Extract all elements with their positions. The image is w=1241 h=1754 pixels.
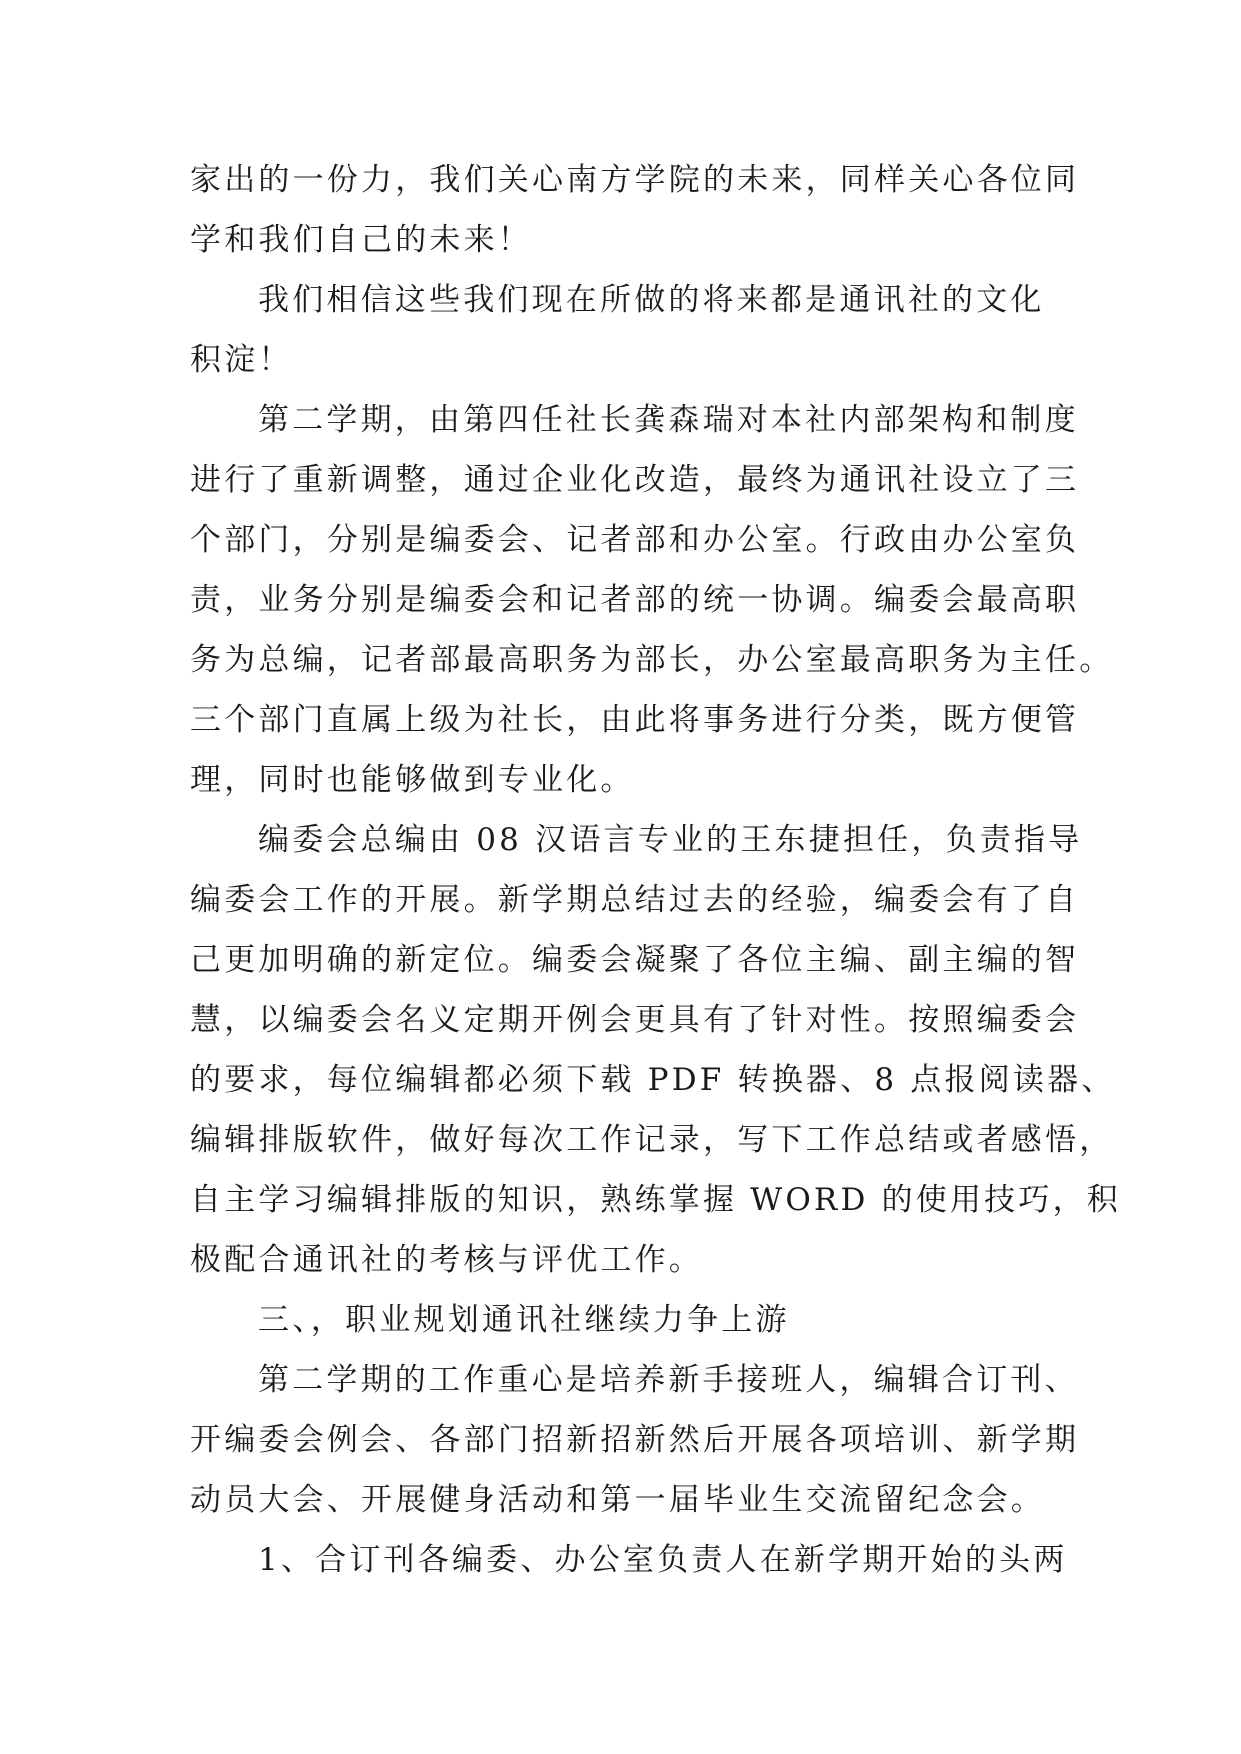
body-text-line: 开编委会例会、各部门招新招新然后开展各项培训、新学期 — [190, 1422, 1080, 1458]
body-text-line: 编辑排版软件，做好每次工作记录，写下工作总结或者感悟， — [190, 1122, 1114, 1158]
body-text-line: 进行了重新调整，通过企业化改造，最终为通讯社设立了三 — [190, 462, 1080, 498]
body-text-line: 三个部门直属上级为社长，由此将事务进行分类，既方便管 — [190, 702, 1080, 738]
paragraph-start-line: 编委会总编由 08 汉语言专业的王东捷担任，负责指导 — [258, 822, 1083, 858]
body-text-line: 个部门，分别是编委会、记者部和办公室。行政由办公室负 — [190, 522, 1080, 558]
numbered-item-line: 1、合订刊各编委、办公室负责人在新学期开始的头两 — [258, 1542, 1068, 1578]
paragraph-start-line: 我们相信这些我们现在所做的将来都是通讯社的文化 — [258, 282, 1045, 318]
body-text-line: 积淀！ — [190, 342, 293, 378]
body-text-line: 的要求，每位编辑都必须下载 PDF 转换器、8 点报阅读器、 — [190, 1062, 1116, 1098]
body-text-line: 编委会工作的开展。新学期总结过去的经验，编委会有了自 — [190, 882, 1080, 918]
body-text-line: 务为总编，记者部最高职务为部长，办公室最高职务为主任。 — [190, 642, 1114, 678]
body-text-line: 自主学习编辑排版的知识，熟练掌握 WORD 的使用技巧，积 — [190, 1182, 1121, 1218]
body-text-line: 理，同时也能够做到专业化。 — [190, 762, 635, 798]
body-text-line: 极配合通讯社的考核与评优工作。 — [190, 1242, 703, 1278]
body-text-line: 动员大会、开展健身活动和第一届毕业生交流留纪念会。 — [190, 1482, 1045, 1518]
body-text-line: 学和我们自己的未来！ — [190, 222, 532, 258]
paragraph-start-line: 第二学期的工作重心是培养新手接班人，编辑合订刊、 — [258, 1362, 1079, 1398]
body-text-line: 家出的一份力，我们关心南方学院的未来，同样关心各位同 — [190, 162, 1080, 198]
body-text-line: 责，业务分别是编委会和记者部的统一协调。编委会最高职 — [190, 582, 1080, 618]
paragraph-start-line: 第二学期，由第四任社长龚森瑞对本社内部架构和制度 — [258, 402, 1079, 438]
body-text-line: 己更加明确的新定位。编委会凝聚了各位主编、副主编的智 — [190, 942, 1080, 978]
body-text-line: 慧，以编委会名义定期开例会更具有了针对性。按照编委会 — [190, 1002, 1080, 1038]
section-heading: 三、，职业规划通讯社继续力争上游 — [258, 1302, 790, 1338]
